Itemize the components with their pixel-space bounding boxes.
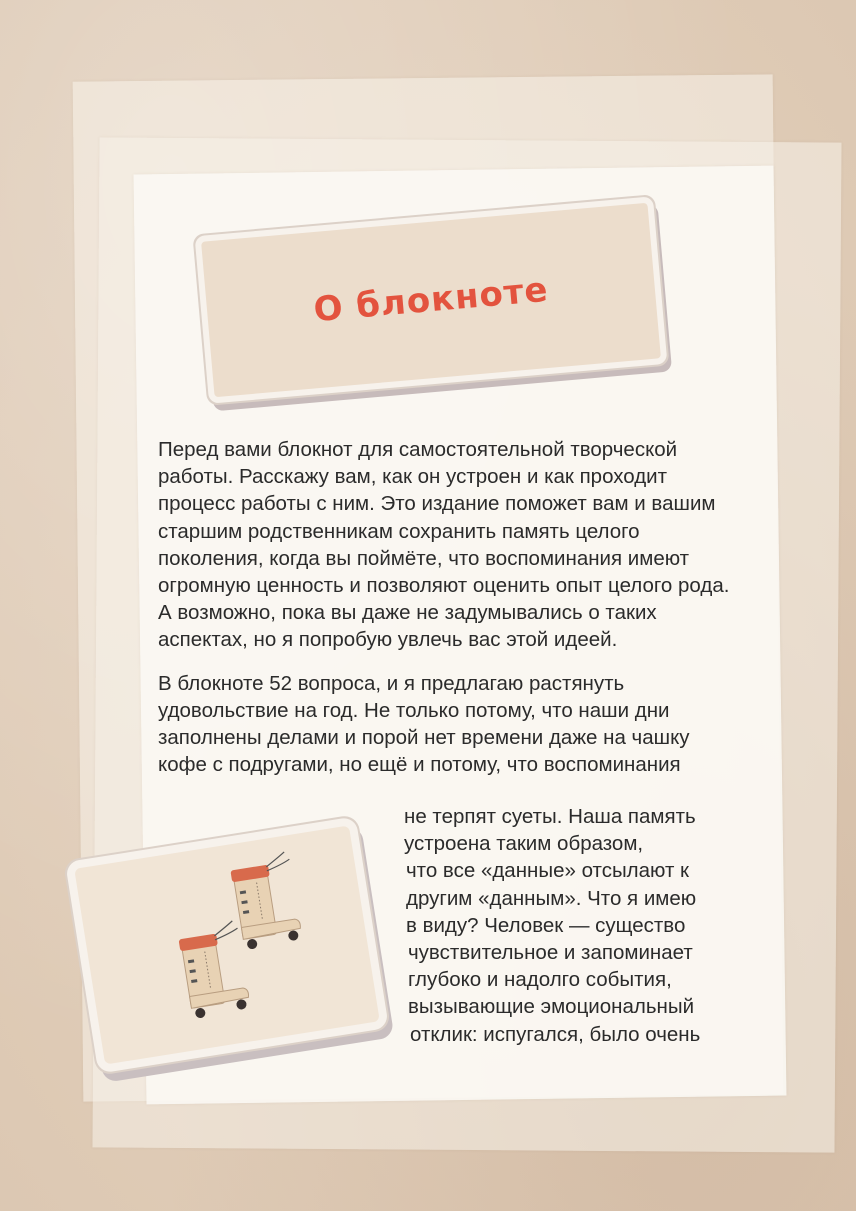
text-line: вызывающие эмоциональный (408, 995, 695, 1019)
text-line: другим «данным». Что я имею (406, 886, 697, 910)
text-line: что все «данные» отсылают к (406, 859, 690, 883)
text-line: в виду? Человек — существо (406, 913, 686, 937)
body-text (158, 436, 730, 778)
paragraph-intro: Перед вами блокнот для самостоятельной творческой работы. Расскажу вам, как он устроен и как проходит процесс работы с ним. Это издание поможет вам и вашим старшим родственникам сохранить память целого поколения, когда вы поймёте, что воспоминания имеют огромную ценность и позволяют оценить опыт целого рода. А возможно, пока вы даже не задумывались о таких аспектах, но я попробую увлечь вас этой идеей. (158, 438, 730, 652)
roller-skate-front (177, 920, 251, 1019)
text-line: глубоко и надолго события, (408, 968, 672, 992)
paragraph-questions: В блокноте 52 вопроса, и я предлагаю растянуть удовольствие на год. Не только потому, что наши дни заполнены делами и порой нет времени даже на чашку кофе с подругами, но ещё и потому, что воспоминания (158, 671, 690, 777)
page-title: О блокноте (311, 269, 551, 331)
text-line: отклик: испугался, было очень (410, 1022, 701, 1046)
text-line: чувствительное и запоминает (408, 941, 693, 965)
text-line: не терпят суеты. Наша память (404, 805, 696, 828)
wrapped-text (404, 803, 734, 1048)
roller-skate-back (229, 851, 303, 950)
roller-skates-icon (136, 848, 321, 1041)
text-line: устроена таким образом, (404, 832, 644, 856)
